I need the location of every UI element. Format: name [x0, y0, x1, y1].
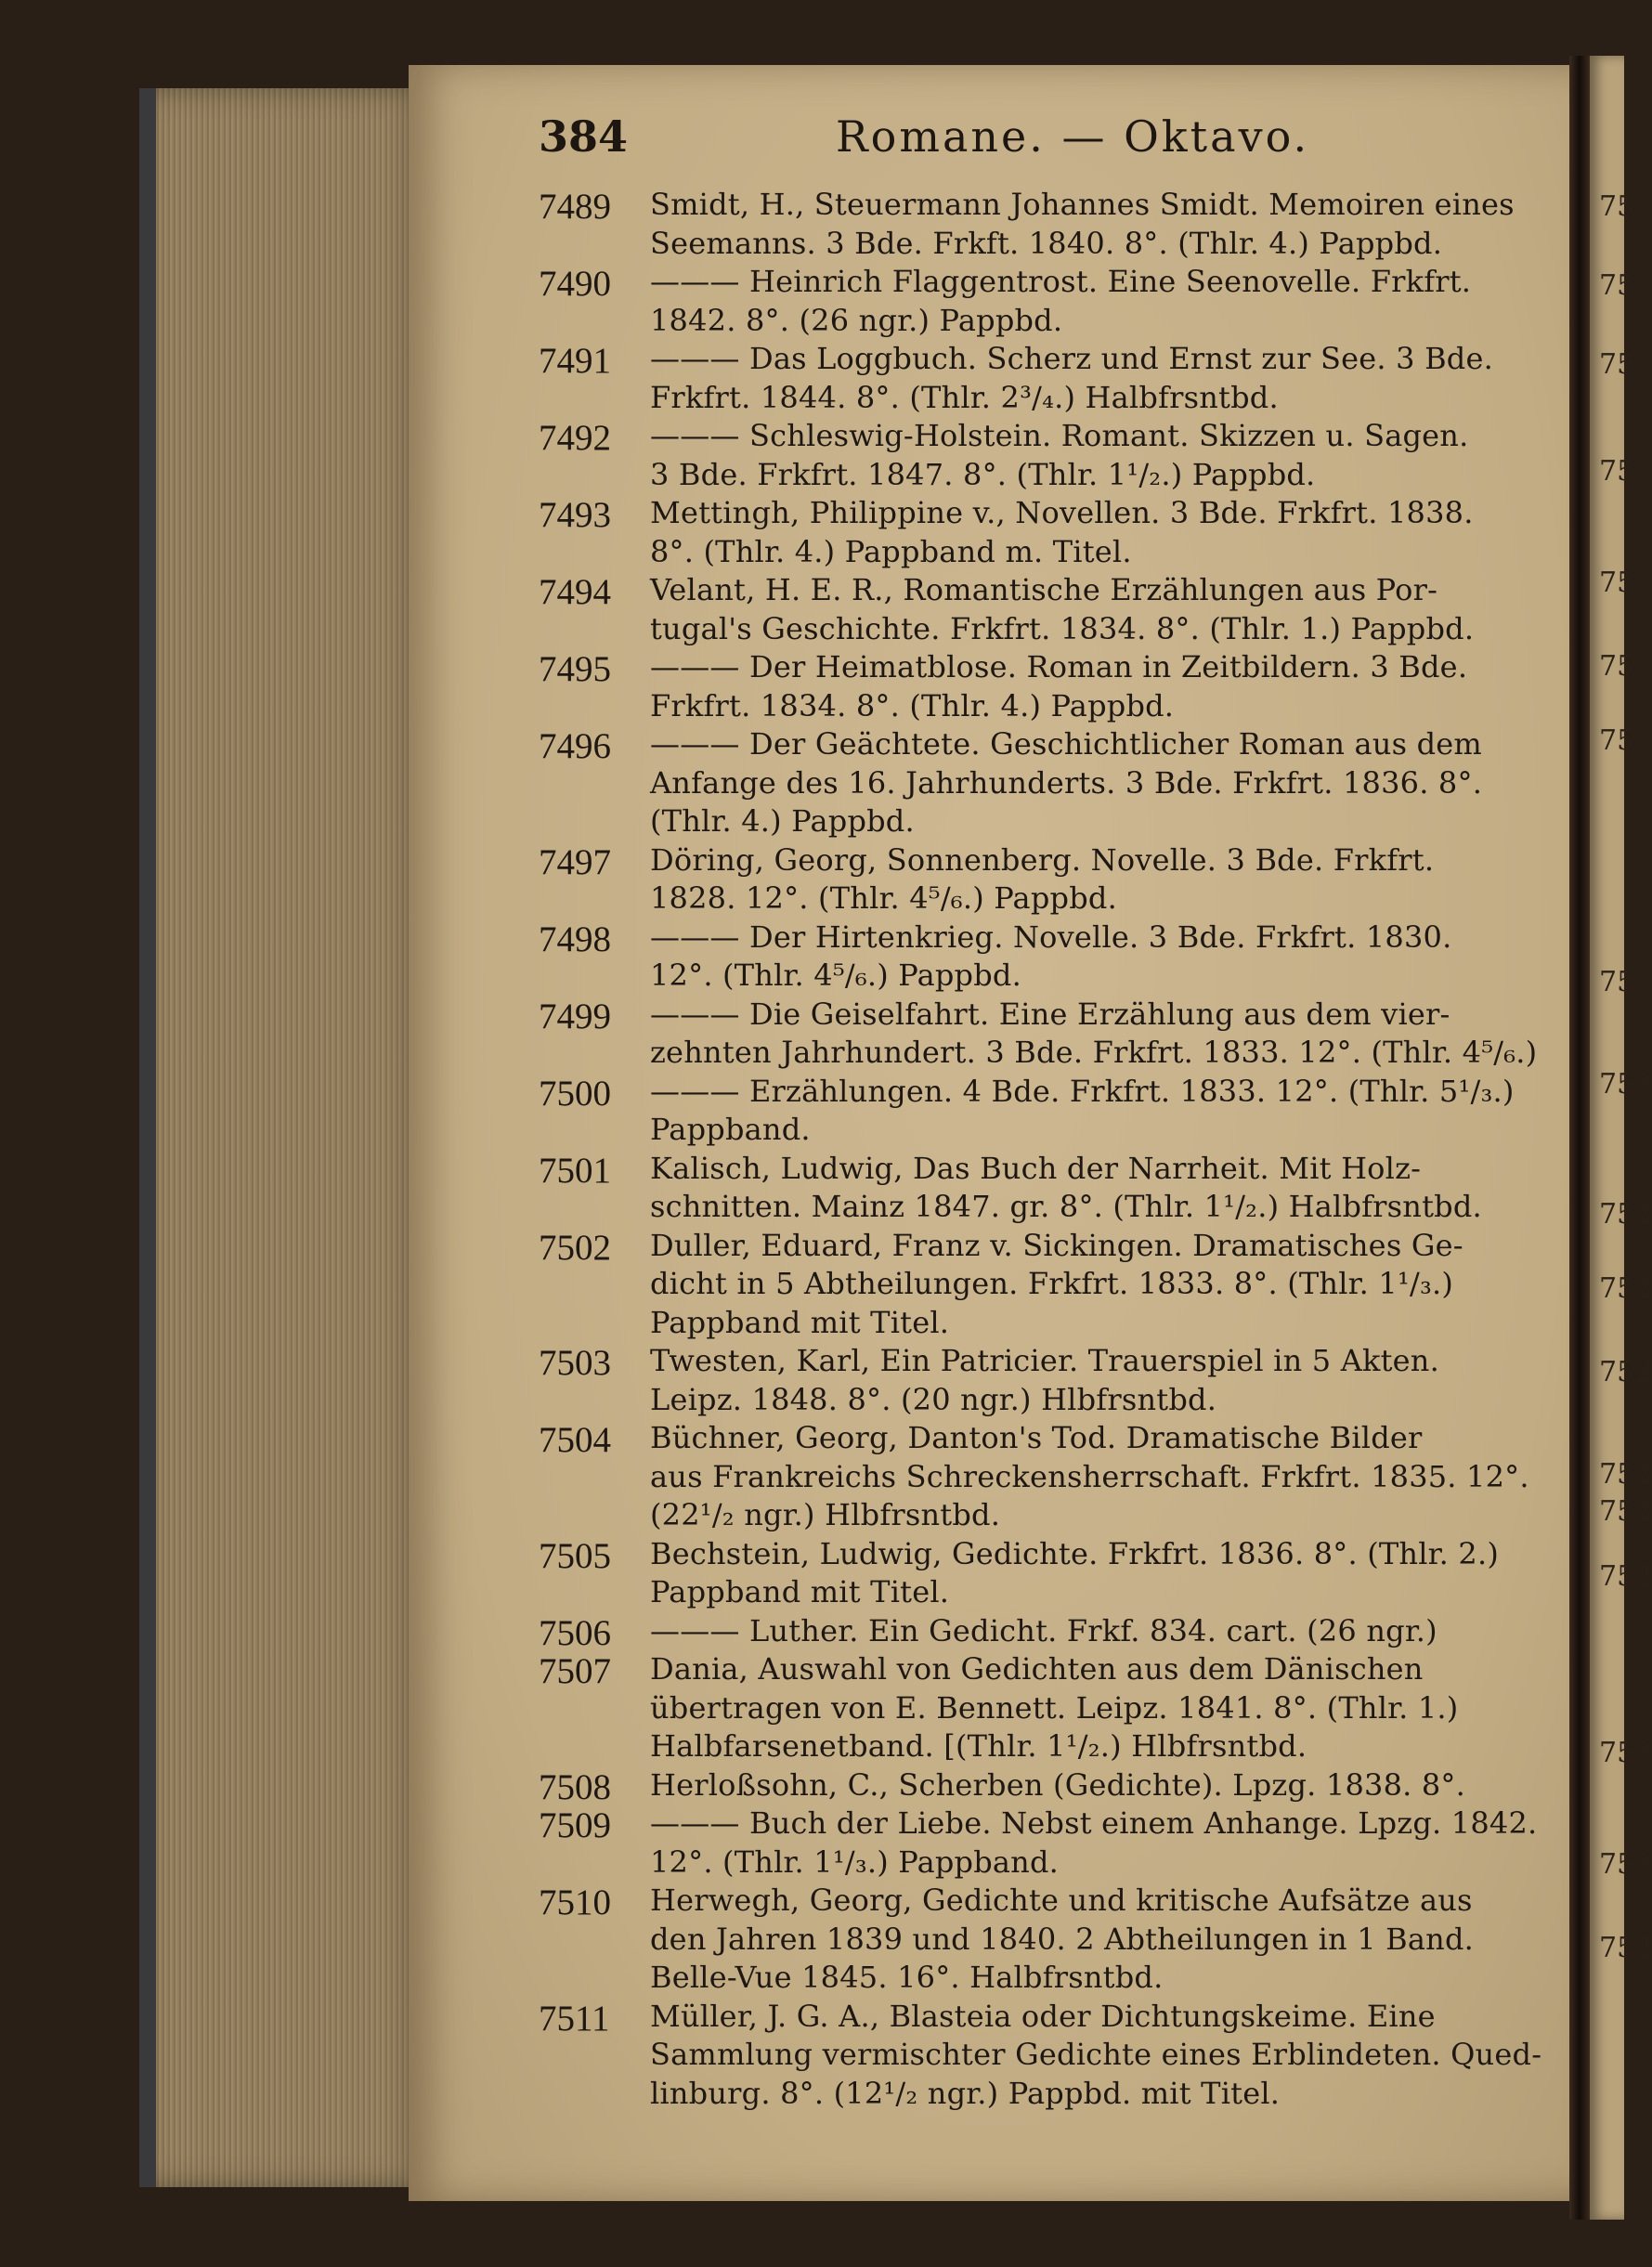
entry-number: 7501	[539, 1150, 611, 1191]
entry-text-line: ——— Das Loggbuch. Scherz und Ernst zur See. 3 Bde.	[650, 341, 1493, 376]
facing-page-entry-number: 752	[1599, 1198, 1652, 1231]
facing-page-entry-number: 752	[1599, 1495, 1652, 1528]
facing-page-entry-number: 752	[1599, 1737, 1652, 1769]
facing-page-entry-number: 75	[1599, 567, 1635, 599]
entry-text-line: tugal's Geschichte. Frkfrt. 1834. 8°. (Thlr. 1.) Pappbd.	[650, 610, 1475, 646]
facing-page-entry-number: 75	[1599, 348, 1635, 381]
entry-number: 7500	[539, 1073, 611, 1114]
entry-number: 7497	[539, 841, 611, 882]
entry-text-line: 1842. 8°. (26 ngr.) Pappbd.	[650, 302, 1063, 338]
entry-text-line: 3 Bde. Frkfrt. 1847. 8°. (Thlr. 1¹/₂.) Pappbd.	[650, 456, 1316, 492]
entry-number: 7507	[539, 1651, 611, 1691]
entry-text-line: 8°. (Thlr. 4.) Pappband m. Titel.	[650, 533, 1132, 569]
entry-text-line: Duller, Eduard, Franz v. Sickingen. Dramatisches Ge-	[650, 1227, 1463, 1263]
catalog-entry	[539, 263, 1574, 340]
catalog-entry	[539, 1535, 1574, 1612]
catalog-entry	[539, 1804, 1574, 1882]
entry-text-line: Pappband mit Titel.	[650, 1304, 950, 1340]
entry-number: 7511	[539, 1998, 610, 2039]
catalog-entry	[539, 1998, 1574, 2114]
facing-page-entry-number: 75	[1599, 190, 1635, 223]
entry-text-line: 12°. (Thlr. 4⁵/₆.) Pappbd.	[650, 958, 1021, 993]
entry-number: 7502	[539, 1227, 611, 1268]
catalog-entry	[539, 417, 1574, 494]
facing-page-entry-number: 75	[1599, 455, 1635, 488]
catalog-entry	[539, 1766, 1574, 1805]
entry-text-line: Anfange des 16. Jahrhunderts. 3 Bde. Frkfrt. 1836. 8°.	[650, 764, 1483, 801]
entry-text-line: Smidt, H., Steuermann Johannes Smidt. Memoiren eines	[650, 187, 1515, 222]
entry-number: 7503	[539, 1343, 611, 1383]
entry-number: 7493	[539, 495, 611, 535]
entry-number: 7495	[539, 649, 611, 689]
entry-text-line: Sammlung vermischter Gedichte eines Erblindeten. Qued-	[650, 2037, 1542, 2072]
entry-text-line: (Thlr. 4.) Pappbd.	[650, 803, 915, 839]
entry-text-line: Frkfrt. 1844. 8°. (Thlr. 2³/₄.) Halbfrsntbd.	[650, 379, 1279, 415]
entry-number: 7509	[539, 1805, 611, 1845]
catalog-entries	[539, 186, 1574, 2113]
catalog-entry	[539, 1342, 1574, 1419]
entry-text-line: 12°. (Thlr. 1¹/₃.) Pappband.	[650, 1844, 1060, 1880]
entry-number: 7498	[539, 919, 611, 959]
entry-text-line: Dania, Auswahl von Gedichten aus dem Dänischen	[650, 1651, 1424, 1687]
entry-text-line: ——— Der Hirtenkrieg. Novelle. 3 Bde. Frkfrt. 1830.	[650, 919, 1452, 955]
facing-page-entry-number: 752	[1599, 1458, 1652, 1491]
entry-text-line: Döring, Georg, Sonnenberg. Novelle. 3 Bde. Frkfrt.	[650, 841, 1435, 878]
entry-text-line: dicht in 5 Abtheilungen. Frkfrt. 1833. 8°. (Thlr. 1¹/₃.)	[650, 1266, 1454, 1301]
catalog-entry	[539, 725, 1574, 841]
entry-text-line: Kalisch, Ludwig, Das Buch der Narrheit. Mit Holz-	[650, 1150, 1422, 1186]
entry-text-line: ——— Buch der Liebe. Nebst einem Anhange. Lpzg. 1842.	[650, 1805, 1538, 1841]
entry-text-line: Belle-Vue 1845. 16°. Halbfrsntbd.	[650, 1960, 1164, 1995]
entry-text-line: ——— Der Geächtete. Geschichtlicher Roman aus dem	[650, 726, 1482, 762]
catalog-entry	[539, 841, 1574, 919]
entry-number: 7491	[539, 341, 611, 381]
entry-text-line: ——— Die Geiselfahrt. Eine Erzählung aus dem vier-	[650, 996, 1450, 1032]
catalog-entry	[539, 1650, 1574, 1766]
entry-text-line: Pappband mit Titel.	[650, 1574, 950, 1609]
entry-text-line: linburg. 8°. (12¹/₂ ngr.) Pappbd. mit Titel.	[650, 2075, 1281, 2111]
entry-number: 7505	[539, 1535, 611, 1576]
entry-text-line: übertragen von E. Bennett. Leipz. 1841. 8°. (Thlr. 1.)	[650, 1689, 1459, 1726]
facing-page-entry-number: 75	[1599, 724, 1635, 757]
entry-number: 7496	[539, 726, 611, 766]
entry-number: 7506	[539, 1612, 611, 1653]
facing-page-entry-number: 752	[1599, 1356, 1652, 1388]
catalog-entry	[539, 186, 1574, 263]
entry-number: 7499	[539, 996, 611, 1036]
facing-page-entry-number: 75	[1599, 650, 1635, 683]
entry-text-line: Frkfrt. 1834. 8°. (Thlr. 4.) Pappbd.	[650, 687, 1175, 723]
catalog-entry	[539, 1227, 1574, 1343]
entry-text-line: (22¹/₂ ngr.) Hlbfrsntbd.	[650, 1497, 1001, 1532]
entry-text-line: aus Frankreichs Schreckensherrschaft. Frkfrt. 1835. 12°.	[650, 1458, 1529, 1494]
entry-text-line: ——— Erzählungen. 4 Bde. Frkfrt. 1833. 12°. (Thlr. 5¹/₃.)	[650, 1073, 1515, 1109]
catalog-entry	[539, 1150, 1574, 1227]
running-title: Romane. — Oktavo.	[836, 111, 1310, 162]
entry-number: 7494	[539, 572, 611, 612]
catalog-entry	[539, 1419, 1574, 1535]
facing-page-entry-number: 752	[1599, 1560, 1652, 1593]
book-page-stack	[139, 88, 435, 2187]
facing-page-entry-number: 75	[1599, 269, 1635, 302]
entry-text-line: Leipz. 1848. 8°. (20 ngr.) Hlbfrsntbd.	[650, 1381, 1217, 1417]
catalog-entry	[539, 571, 1574, 648]
page-header	[539, 111, 1579, 167]
facing-page-entry-number: 752	[1599, 1848, 1652, 1881]
catalog-entry	[539, 340, 1574, 417]
catalog-entry	[539, 1073, 1574, 1150]
catalog-entry	[539, 996, 1574, 1073]
entry-text-line: zehnten Jahrhundert. 3 Bde. Frkfrt. 1833. 12°. (Thlr. 4⁵/₆.)	[650, 1035, 1538, 1070]
entry-text-line: Twesten, Karl, Ein Patricier. Trauerspiel in 5 Akten.	[650, 1343, 1439, 1378]
entry-text-line: Seemanns. 3 Bde. Frkft. 1840. 8°. (Thlr. 4.) Pappbd.	[650, 225, 1443, 261]
entry-number: 7504	[539, 1420, 611, 1460]
entry-text-line: ——— Der Heimatblose. Roman in Zeitbildern. 3 Bde.	[650, 649, 1468, 684]
page-number: 384	[539, 111, 629, 162]
entry-text-line: Herloßsohn, C., Scherben (Gedichte). Lpzg. 1838. 8°.	[650, 1766, 1466, 1803]
entry-number: 7489	[539, 187, 611, 227]
entry-number: 7510	[539, 1883, 611, 1922]
entry-text-line: ——— Luther. Ein Gedicht. Frkf. 834. cart. (26 ngr.)	[650, 1612, 1437, 1648]
facing-page-entry-number: 752	[1599, 1068, 1652, 1101]
entry-text-line: Müller, J. G. A., Blasteia oder Dichtungskeime. Eine	[650, 1998, 1436, 2034]
entry-number: 7490	[539, 264, 611, 304]
entry-number: 7508	[539, 1766, 611, 1807]
entry-text-line: Büchner, Georg, Danton's Tod. Dramatische Bilder	[650, 1420, 1423, 1455]
entry-text-line: schnitten. Mainz 1847. gr. 8°. (Thlr. 1¹/₂.) Halbfrsntbd.	[650, 1189, 1482, 1224]
entry-text-line: ——— Heinrich Flaggentrost. Eine Seenovelle. Frkfrt.	[650, 264, 1472, 299]
entry-text-line: Pappband.	[650, 1112, 811, 1147]
entry-text-line: den Jahren 1839 und 1840. 2 Abtheilungen in 1 Band.	[650, 1921, 1475, 1957]
facing-page-entry-number: 752	[1599, 1932, 1652, 1964]
catalog-entry	[539, 1882, 1574, 1998]
entry-text-line: Herwegh, Georg, Gedichte und kritische Aufsätze aus	[650, 1883, 1473, 1918]
entry-text-line: Bechstein, Ludwig, Gedichte. Frkfrt. 1836. 8°. (Thlr. 2.)	[650, 1535, 1500, 1571]
catalog-entry	[539, 494, 1574, 571]
entry-text-line: Velant, H. E. R., Romantische Erzählungen aus Por-	[650, 572, 1438, 607]
catalog-entry	[539, 648, 1574, 725]
entry-number: 7492	[539, 418, 611, 458]
entry-text-line: Halbfarsenetband. [(Thlr. 1¹/₂.) Hlbfrsntbd.	[650, 1728, 1307, 1764]
catalog-entry	[539, 919, 1574, 996]
entry-text-line: 1828. 12°. (Thlr. 4⁵/₆.) Pappbd.	[650, 880, 1117, 916]
catalog-entry	[539, 1612, 1574, 1651]
entry-text-line: Mettingh, Philippine v., Novellen. 3 Bde. Frkfrt. 1838.	[650, 495, 1474, 530]
facing-page-entry-number: 752	[1599, 1272, 1652, 1305]
facing-page-entry-number: 75	[1599, 966, 1635, 998]
entry-text-line: ——— Schleswig-Holstein. Romant. Skizzen u. Sagen.	[650, 418, 1469, 453]
